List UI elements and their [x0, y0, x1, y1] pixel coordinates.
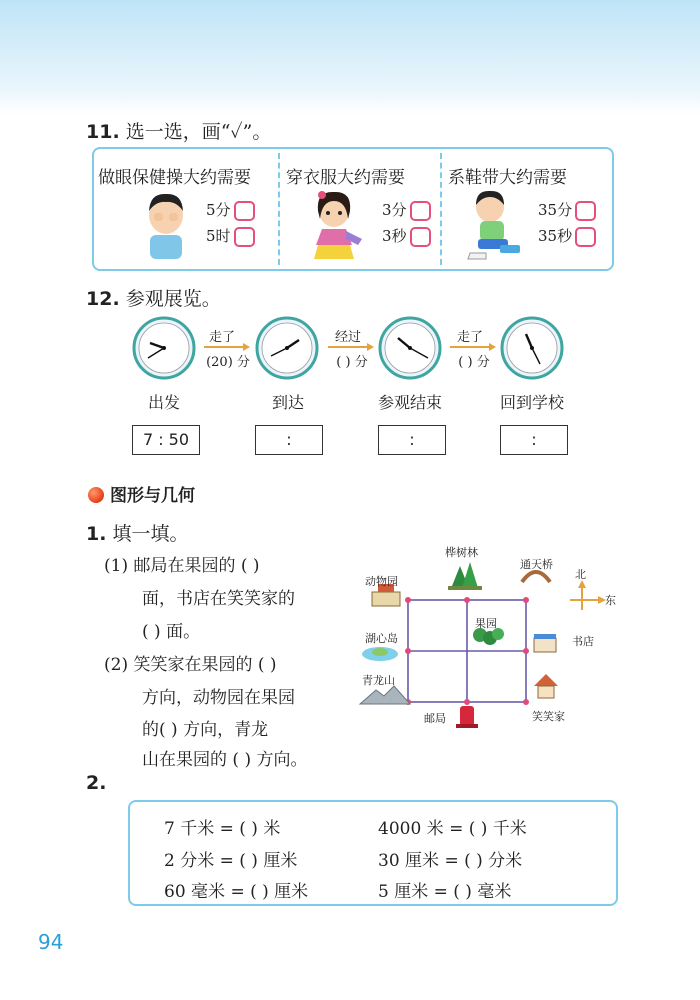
map-label-bridge: 通天桥: [520, 558, 553, 571]
checkbox[interactable]: [575, 227, 596, 247]
tree-icon: [448, 562, 482, 590]
arrow-label-bottom: ( ) 分: [458, 355, 490, 370]
map-label-zoo: 动物园: [365, 575, 398, 588]
divider: [278, 153, 280, 265]
time-input[interactable]: :: [500, 425, 568, 455]
option-row: 3秒: [382, 225, 431, 247]
checkbox[interactable]: [410, 201, 431, 221]
item-heading: 穿衣服大约需要: [286, 168, 405, 188]
page-number: 94: [38, 930, 64, 954]
q12-title: 12. 参观展览。: [86, 288, 221, 310]
arrow-right-icon: [450, 346, 494, 348]
checkbox[interactable]: [234, 227, 255, 247]
question-line: 山在果园的 ( ) 方向。: [142, 750, 308, 770]
place-label: 参观结束: [377, 393, 442, 412]
arrow-label-top: 经过: [334, 330, 361, 345]
map-label-orchard: 果园: [475, 617, 497, 630]
compass-north-label: 北: [575, 568, 586, 581]
compass-east-label: 东: [605, 594, 616, 607]
section-header: 图形与几何: [88, 481, 195, 506]
equation: 2 分米 = ( ) 厘米: [164, 851, 298, 871]
arrow-label-top: 走了: [456, 330, 483, 345]
checkbox[interactable]: [575, 201, 596, 221]
place-label: 出发: [147, 393, 180, 412]
p2-title: 2.: [86, 772, 107, 794]
q11-item-shoelace: [444, 149, 612, 269]
option-row: 35分: [538, 199, 596, 221]
map-label-post-office: 邮局: [424, 712, 446, 725]
question-line: 的( ) 方向，青龙: [142, 720, 269, 740]
q11-item-eye-exercise: [94, 149, 266, 269]
arrow-label-bottom: ( ) 分: [336, 355, 368, 370]
q11-panel: [92, 147, 614, 271]
equation: 30 厘米 = ( ) 分米: [378, 851, 523, 871]
clock-icon: [378, 316, 442, 380]
arrow-right-icon: [204, 346, 248, 348]
boy-tying-shoelaces-icon: [464, 187, 526, 263]
map-label-bookstore: 书店: [572, 635, 594, 648]
equation: 4000 米 = ( ) 千米: [378, 819, 527, 839]
time-box: 7 : 50: [132, 425, 200, 455]
arrow-label-bottom: (20) 分: [206, 355, 250, 370]
clock-icon: [255, 316, 319, 380]
item-heading: 做眼保健操大约需要: [98, 168, 251, 188]
option-row: 5分: [206, 199, 255, 221]
item-heading: 系鞋带大约需要: [448, 168, 567, 188]
boy-rubbing-eyes-icon: [140, 189, 192, 259]
option-row: 3分: [382, 199, 431, 221]
bullet-dot-icon: [88, 487, 104, 503]
checkbox[interactable]: [234, 201, 255, 221]
q11-title: 11. 选一选，画“✓”。: [86, 121, 272, 143]
equation: 7 千米 = ( ) 米: [164, 819, 281, 839]
equation: 60 毫米 = ( ) 厘米: [164, 882, 309, 902]
question-line: (2) 笑笑家在果园的 ( ): [104, 655, 277, 675]
map-label-home: 笑笑家: [532, 710, 565, 723]
girl-dressing-icon: [308, 187, 364, 263]
time-input[interactable]: :: [378, 425, 446, 455]
option-row: 35秒: [538, 225, 596, 247]
time-input[interactable]: :: [255, 425, 323, 455]
arrow-right-icon: [328, 346, 372, 348]
place-label: 回到学校: [499, 393, 564, 412]
p2-panel: [128, 800, 618, 906]
question-line: ( ) 面。: [142, 622, 201, 642]
question-line: 方向，动物园在果园: [142, 688, 295, 708]
question-line: 面，书店在笑笑家的: [142, 589, 295, 609]
map-label-birch: 桦树林: [445, 546, 478, 559]
header-gradient: [0, 0, 700, 115]
question-line: (1) 邮局在果园的 ( ): [104, 556, 260, 576]
map-label-mountain: 青龙山: [362, 674, 395, 687]
checkbox[interactable]: [410, 227, 431, 247]
p1-title: 1. 填一填。: [86, 523, 189, 545]
clock-icon: [500, 316, 564, 380]
equation: 5 厘米 = ( ) 毫米: [378, 882, 512, 902]
arrow-label-top: 走了: [208, 330, 235, 345]
q11-item-dressing: [282, 149, 454, 269]
clock-icon: [132, 316, 196, 380]
option-row: 5时: [206, 225, 255, 247]
place-label: 到达: [271, 393, 304, 412]
map-label-lake: 湖心岛: [365, 632, 398, 645]
